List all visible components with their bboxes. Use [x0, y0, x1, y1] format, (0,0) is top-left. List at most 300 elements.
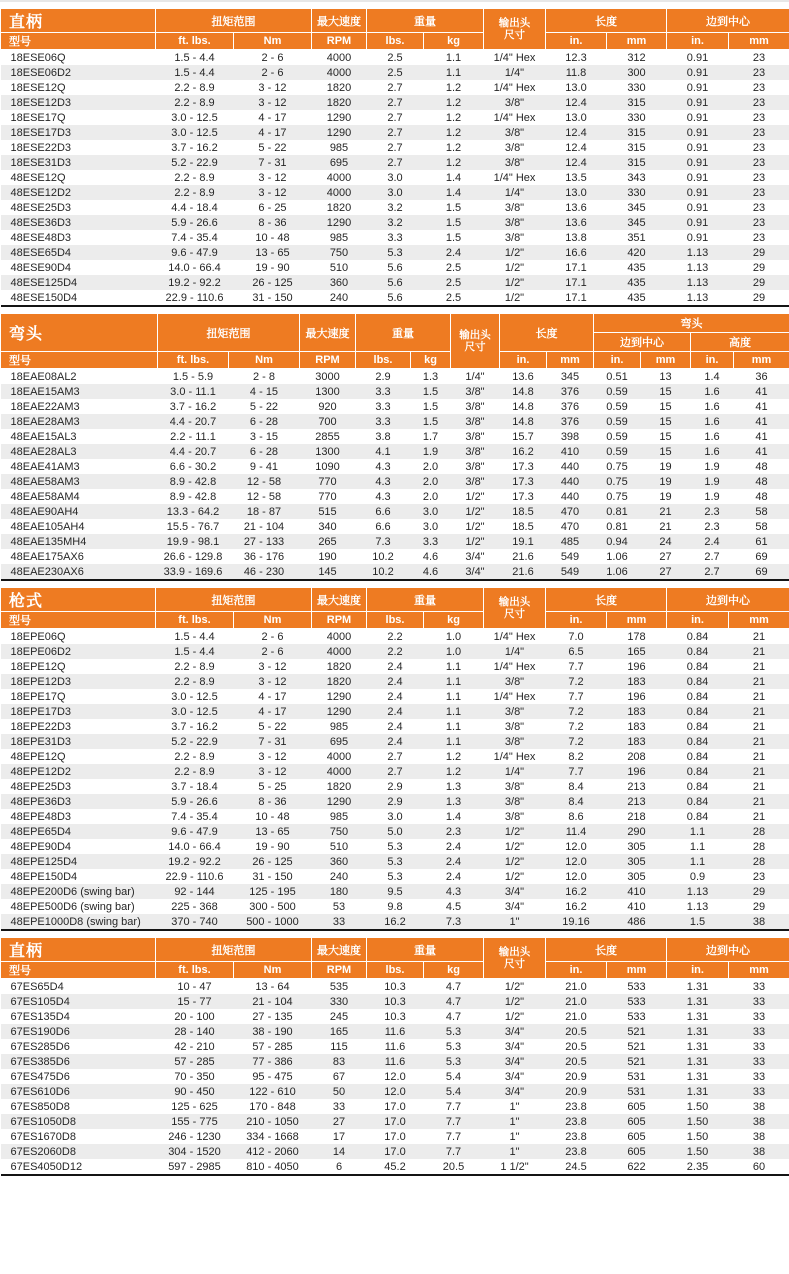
header-length-mm: mm [547, 352, 594, 369]
value-cell: 3/8" [504, 96, 525, 109]
value-cell: 6.6 [375, 520, 391, 533]
value-cell: 290 [627, 825, 646, 838]
value-cell: 1.31 [686, 1085, 709, 1098]
value-cell: 549 [560, 550, 580, 563]
table-row [1, 384, 789, 399]
value-cell: 7.7 [445, 1100, 462, 1113]
value-cell: 1.3 [422, 370, 439, 383]
header-edge-to-center: 边到中心 [667, 9, 789, 33]
model-cell: 48EAE135MH4 [10, 535, 87, 548]
value-cell: 3/4" [465, 565, 485, 578]
table-row [1, 689, 789, 704]
header-height-mm: mm [734, 352, 789, 369]
model-cell: 18EPE22D3 [10, 720, 72, 733]
header-output-size-line2: 尺寸 [504, 608, 525, 620]
value-cell: 305 [627, 855, 646, 868]
value-cell: 58 [755, 505, 768, 518]
value-cell: 0.84 [686, 795, 709, 808]
value-cell: 3/8" [504, 141, 525, 154]
model-cell: 18EPE31D3 [10, 735, 72, 748]
value-cell: 2.7 [387, 750, 403, 763]
model-cell: 67ES610D6 [10, 1085, 70, 1098]
value-cell: 23 [752, 186, 766, 199]
value-cell: 1" [509, 1115, 520, 1128]
value-cell: 1820 [326, 201, 352, 214]
value-cell: 1.7 [422, 430, 439, 443]
value-cell: 33 [752, 1055, 766, 1068]
value-cell: 218 [627, 810, 646, 823]
value-cell: 1820 [326, 780, 352, 793]
value-cell: 486 [627, 915, 646, 928]
model-cell: 48EAE175AX6 [10, 550, 84, 563]
value-cell: 12.0 [384, 1085, 406, 1098]
value-cell: 21 [659, 505, 672, 518]
value-cell: 440 [560, 475, 580, 488]
value-cell: 1.2 [445, 750, 462, 763]
table-row [1, 884, 789, 899]
value-cell: 2.7 [387, 126, 403, 139]
table-row [1, 734, 789, 749]
value-cell: 210 - 1050 [246, 1115, 299, 1128]
value-cell: 376 [560, 400, 580, 413]
value-cell: 1.5 [445, 231, 462, 244]
value-cell: 0.59 [606, 400, 628, 413]
table-row [1, 474, 789, 489]
value-cell: 10 - 47 [177, 980, 212, 993]
table-row [1, 65, 789, 80]
value-cell: 1.1 [445, 66, 462, 79]
value-cell: 1820 [326, 675, 352, 688]
value-cell: 2 - 6 [261, 51, 284, 64]
header-kg: kg [424, 33, 484, 50]
value-cell: 7 - 31 [258, 735, 287, 748]
table-row [1, 809, 789, 824]
value-cell: 33 [752, 1085, 766, 1098]
model-cell: 18EPE17Q [10, 690, 66, 703]
value-cell: 4.4 - 20.7 [169, 415, 217, 428]
table-row [1, 489, 789, 504]
model-cell: 18EAE15AM3 [10, 385, 80, 398]
table-row [1, 290, 789, 306]
header-length: 长度 [546, 9, 667, 33]
model-cell: 18EPE17D3 [10, 705, 72, 718]
value-cell: 3 - 12 [258, 750, 287, 763]
header-output-size [484, 938, 546, 979]
value-cell: 1/4" Hex [493, 750, 536, 763]
value-cell: 10.2 [372, 565, 394, 578]
value-cell: 67 [332, 1070, 346, 1083]
value-cell: 1/4" [504, 765, 525, 778]
value-cell: 20.5 [565, 1025, 587, 1038]
value-cell: 3 - 12 [258, 675, 287, 688]
model-cell: 67ES850D8 [10, 1100, 70, 1113]
value-cell: 4.5 [445, 900, 462, 913]
header-output-size [484, 9, 546, 50]
value-cell: 470 [560, 505, 580, 518]
value-cell: 33 [332, 915, 346, 928]
value-cell: 225 - 368 [171, 900, 218, 913]
table-row [1, 1039, 789, 1054]
value-cell: 183 [627, 735, 646, 748]
value-cell: 4.7 [445, 980, 462, 993]
value-cell: 5.3 [387, 855, 403, 868]
value-cell: 4.4 - 20.7 [169, 445, 217, 458]
value-cell: 27 [659, 550, 672, 563]
value-cell: 605 [627, 1115, 646, 1128]
value-cell: 1.3 [445, 780, 462, 793]
value-cell: 17.1 [565, 291, 587, 304]
value-cell: 3/8" [465, 415, 485, 428]
value-cell: 0.84 [686, 630, 709, 643]
value-cell: 531 [627, 1085, 646, 1098]
header-lbs: lbs. [367, 612, 424, 629]
value-cell: 10.3 [384, 1010, 406, 1023]
value-cell: 2.5 [445, 276, 462, 289]
value-cell: 13.6 [512, 370, 534, 383]
value-cell: 4.3 [375, 460, 391, 473]
value-cell: 1.5 - 4.4 [174, 51, 215, 64]
value-cell: 10.2 [372, 550, 394, 563]
value-cell: 21 [752, 675, 766, 688]
table-row [1, 215, 789, 230]
value-cell: 29 [752, 900, 766, 913]
table-row [1, 659, 789, 674]
table-row [1, 245, 789, 260]
value-cell: 533 [627, 1010, 646, 1023]
value-cell: 3/4" [504, 1025, 525, 1038]
header-edge-mm: mm [729, 962, 789, 979]
value-cell: 1.5 - 4.4 [174, 66, 215, 79]
value-cell: 27 - 135 [252, 1010, 293, 1023]
value-cell: 41 [755, 415, 768, 428]
value-cell: 345 [627, 216, 646, 229]
value-cell: 2.5 [445, 261, 462, 274]
value-cell: 0.91 [686, 231, 709, 244]
header-max-speed: 最大速度 [312, 938, 367, 962]
value-cell: 145 [318, 565, 337, 578]
value-cell: 1.5 [689, 915, 706, 928]
table-row [1, 914, 789, 930]
value-cell: 304 - 1520 [168, 1145, 221, 1158]
table-row [1, 155, 789, 170]
value-cell: 12.4 [565, 156, 587, 169]
value-cell: 69 [755, 550, 768, 563]
value-cell: 1290 [326, 126, 352, 139]
value-cell: 11.8 [565, 66, 587, 79]
value-cell: 2.4 [445, 840, 462, 853]
header-weight: 重量 [356, 314, 451, 352]
value-cell: 1 1/2" [500, 1160, 529, 1173]
value-cell: 0.84 [686, 690, 709, 703]
value-cell: 33 [332, 1100, 346, 1113]
value-cell: 20 - 100 [174, 1010, 215, 1023]
value-cell: 1.50 [686, 1130, 709, 1143]
value-cell: 7.7 [445, 1130, 462, 1143]
value-cell: 23.8 [565, 1115, 587, 1128]
value-cell: 23.8 [565, 1100, 587, 1113]
value-cell: 1" [509, 1145, 520, 1158]
value-cell: 77 - 386 [252, 1055, 293, 1068]
value-cell: 4 - 17 [258, 111, 287, 124]
value-cell: 0.84 [686, 735, 709, 748]
value-cell: 2.4 [704, 535, 720, 548]
value-cell: 33 [752, 1025, 766, 1038]
value-cell: 29 [752, 291, 766, 304]
value-cell: 3/8" [465, 385, 485, 398]
header-ft-lbs: ft. lbs. [156, 962, 234, 979]
value-cell: 12.0 [384, 1070, 406, 1083]
value-cell: 9.6 - 47.9 [171, 246, 218, 259]
value-cell: 70 - 350 [174, 1070, 215, 1083]
value-cell: 1.5 [445, 216, 462, 229]
value-cell: 3 - 12 [258, 765, 287, 778]
header-rpm: RPM [312, 962, 367, 979]
value-cell: 1300 [315, 385, 340, 398]
value-cell: 440 [560, 490, 580, 503]
header-edge-to-center: 边到中心 [594, 333, 691, 352]
value-cell: 29 [752, 261, 766, 274]
header-ft-lbs: ft. lbs. [156, 33, 234, 50]
value-cell: 3.3 [375, 415, 391, 428]
header-rpm: RPM [312, 612, 367, 629]
value-cell: 0.91 [686, 126, 709, 139]
header-max-speed: 最大速度 [312, 9, 367, 33]
value-cell: 3/4" [465, 550, 485, 563]
header-edge-in: in. [594, 352, 641, 369]
table-row [1, 504, 789, 519]
value-cell: 12.3 [565, 51, 587, 64]
value-cell: 1.1 [445, 660, 462, 673]
value-cell: 208 [627, 750, 646, 763]
value-cell: 8.9 - 42.8 [169, 490, 217, 503]
value-cell: 770 [318, 475, 337, 488]
value-cell: 1/2" [504, 995, 525, 1008]
value-cell: 2 - 6 [261, 66, 284, 79]
value-cell: 4.1 [375, 445, 391, 458]
value-cell: 1.6 [704, 385, 720, 398]
value-cell: 14.8 [512, 385, 534, 398]
value-cell: 21.0 [565, 1010, 587, 1023]
header-edge-in: in. [667, 962, 729, 979]
value-cell: 21.0 [565, 980, 587, 993]
value-cell: 38 [752, 1130, 766, 1143]
model-cell: 67ES1670D8 [10, 1130, 76, 1143]
value-cell: 521 [627, 1025, 646, 1038]
value-cell: 33 [752, 1070, 766, 1083]
table-row [1, 779, 789, 794]
value-cell: 14.8 [512, 400, 534, 413]
table-body [1, 50, 789, 307]
value-cell: 7.2 [568, 705, 584, 718]
table-row [1, 80, 789, 95]
value-cell: 155 - 775 [171, 1115, 218, 1128]
value-cell: 1/4" Hex [493, 171, 536, 184]
value-cell: 19 [659, 460, 672, 473]
value-cell: 1/2" [465, 505, 485, 518]
value-cell: 700 [318, 415, 337, 428]
value-cell: 1/4" [465, 370, 485, 383]
value-cell: 0.84 [686, 660, 709, 673]
value-cell: 14.8 [512, 415, 534, 428]
value-cell: 1/4" [504, 645, 525, 658]
value-cell: 8 - 36 [258, 216, 287, 229]
value-cell: 12.4 [565, 96, 587, 109]
value-cell: 420 [627, 246, 646, 259]
value-cell: 3.2 [387, 201, 403, 214]
table-row [1, 1024, 789, 1039]
value-cell: 410 [627, 885, 646, 898]
value-cell: 5.9 - 26.6 [171, 795, 218, 808]
value-cell: 4 - 17 [258, 705, 287, 718]
value-cell: 315 [627, 156, 646, 169]
model-cell: 48EAE28AL3 [10, 445, 77, 458]
value-cell: 1.2 [445, 126, 462, 139]
value-cell: 1.31 [686, 1025, 709, 1038]
value-cell: 0.91 [686, 216, 709, 229]
value-cell: 3.2 [387, 216, 403, 229]
header-ft-lbs: ft. lbs. [156, 612, 234, 629]
table-row [1, 1159, 789, 1175]
value-cell: 14.0 - 66.4 [168, 261, 221, 274]
value-cell: 3.0 - 12.5 [171, 126, 218, 139]
header-torque-range: 扭矩范围 [156, 588, 312, 612]
value-cell: 11.4 [565, 825, 587, 838]
value-cell: 50 [332, 1085, 346, 1098]
model-cell: 48ESE48D3 [10, 231, 72, 244]
value-cell: 48 [755, 475, 768, 488]
value-cell: 985 [329, 141, 349, 154]
model-cell: 48EPE1000D8 (swing bar) [10, 915, 141, 928]
value-cell: 21.6 [512, 550, 534, 563]
value-cell: 2.4 [387, 735, 403, 748]
model-cell: 48ESE90D4 [10, 261, 72, 274]
value-cell: 1/2" [504, 980, 525, 993]
header-nm: Nm [229, 352, 300, 369]
header-output-size [451, 314, 500, 369]
value-cell: 1.5 - 4.4 [174, 645, 215, 658]
value-cell: 17.1 [565, 276, 587, 289]
value-cell: 8.4 [568, 795, 584, 808]
value-cell: 28 [752, 855, 766, 868]
value-cell: 1.9 [704, 475, 720, 488]
model-cell: 48EPE90D4 [10, 840, 72, 853]
model-cell: 18EPE06D2 [10, 645, 72, 658]
value-cell: 500 - 1000 [246, 915, 299, 928]
value-cell: 5 - 22 [258, 141, 287, 154]
value-cell: 6 [335, 1160, 343, 1173]
value-cell: 330 [627, 111, 646, 124]
value-cell: 3/8" [465, 460, 485, 473]
table-row [1, 519, 789, 534]
value-cell: 15 [659, 385, 672, 398]
value-cell: 3/8" [465, 400, 485, 413]
value-cell: 2.2 - 8.9 [174, 171, 215, 184]
value-cell: 1.5 [422, 415, 439, 428]
value-cell: 92 - 144 [174, 885, 215, 898]
value-cell: 11.6 [384, 1040, 406, 1053]
value-cell: 4000 [326, 765, 352, 778]
value-cell: 36 [755, 370, 768, 383]
value-cell: 1.6 [704, 400, 720, 413]
value-cell: 13.0 [565, 186, 587, 199]
header-weight: 重量 [367, 938, 484, 962]
value-cell: 7.7 [445, 1145, 462, 1158]
model-cell: 48EPE150D4 [10, 870, 78, 883]
table-row [1, 764, 789, 779]
model-cell: 48EPE25D3 [10, 780, 72, 793]
value-cell: 8.2 [568, 750, 584, 763]
model-cell: 48ESE25D3 [10, 201, 72, 214]
value-cell: 57 - 285 [252, 1040, 293, 1053]
table-row [1, 110, 789, 125]
value-cell: 4.6 [422, 550, 439, 563]
value-cell: 360 [329, 855, 349, 868]
value-cell: 11.6 [384, 1055, 406, 1068]
value-cell: 0.9 [689, 870, 706, 883]
value-cell: 17.0 [384, 1130, 406, 1143]
header-length-in: in. [546, 612, 607, 629]
value-cell: 1.13 [686, 276, 709, 289]
value-cell: 3/8" [465, 445, 485, 458]
table-row [1, 369, 789, 385]
value-cell: 3/4" [504, 1085, 525, 1098]
value-cell: 240 [329, 291, 349, 304]
model-cell: 67ES135D4 [10, 1010, 70, 1023]
value-cell: 20.9 [565, 1070, 587, 1083]
table-row [1, 185, 789, 200]
value-cell: 26.6 - 129.8 [163, 550, 223, 563]
value-cell: 7.4 - 35.4 [171, 810, 218, 823]
value-cell: 3/8" [465, 430, 485, 443]
value-cell: 1.3 [445, 795, 462, 808]
value-cell: 5.6 [387, 291, 403, 304]
value-cell: 14.0 - 66.4 [168, 840, 221, 853]
value-cell: 985 [329, 720, 349, 733]
header-torque-range: 扭矩范围 [158, 314, 300, 352]
table-straight-handle-2 [0, 937, 789, 1176]
table-row [1, 854, 789, 869]
value-cell: 3/4" [504, 885, 525, 898]
value-cell: 2.9 [375, 370, 391, 383]
value-cell: 345 [627, 201, 646, 214]
value-cell: 48 [755, 490, 768, 503]
table-row [1, 230, 789, 245]
value-cell: 21 [752, 780, 766, 793]
value-cell: 4000 [326, 750, 352, 763]
value-cell: 300 [627, 66, 646, 79]
value-cell: 1.5 - 5.9 [172, 370, 214, 383]
value-cell: 4000 [326, 171, 352, 184]
value-cell: 122 - 610 [249, 1085, 296, 1098]
value-cell: 0.91 [686, 81, 709, 94]
value-cell: 1.1 [445, 690, 462, 703]
value-cell: 4000 [326, 186, 352, 199]
model-cell: 18ESE22D3 [10, 141, 72, 154]
value-cell: 2.4 [445, 246, 462, 259]
value-cell: 3/4" [504, 1055, 525, 1068]
value-cell: 2.7 [387, 765, 403, 778]
value-cell: 695 [329, 156, 349, 169]
value-cell: 0.84 [686, 810, 709, 823]
value-cell: 1.2 [445, 765, 462, 778]
value-cell: 521 [627, 1055, 646, 1068]
value-cell: 9.8 [387, 900, 403, 913]
value-cell: 0.91 [686, 201, 709, 214]
header-model: 型号 [1, 352, 158, 369]
value-cell: 5.6 [387, 276, 403, 289]
value-cell: 5.9 - 26.6 [171, 216, 218, 229]
value-cell: 23 [752, 171, 766, 184]
